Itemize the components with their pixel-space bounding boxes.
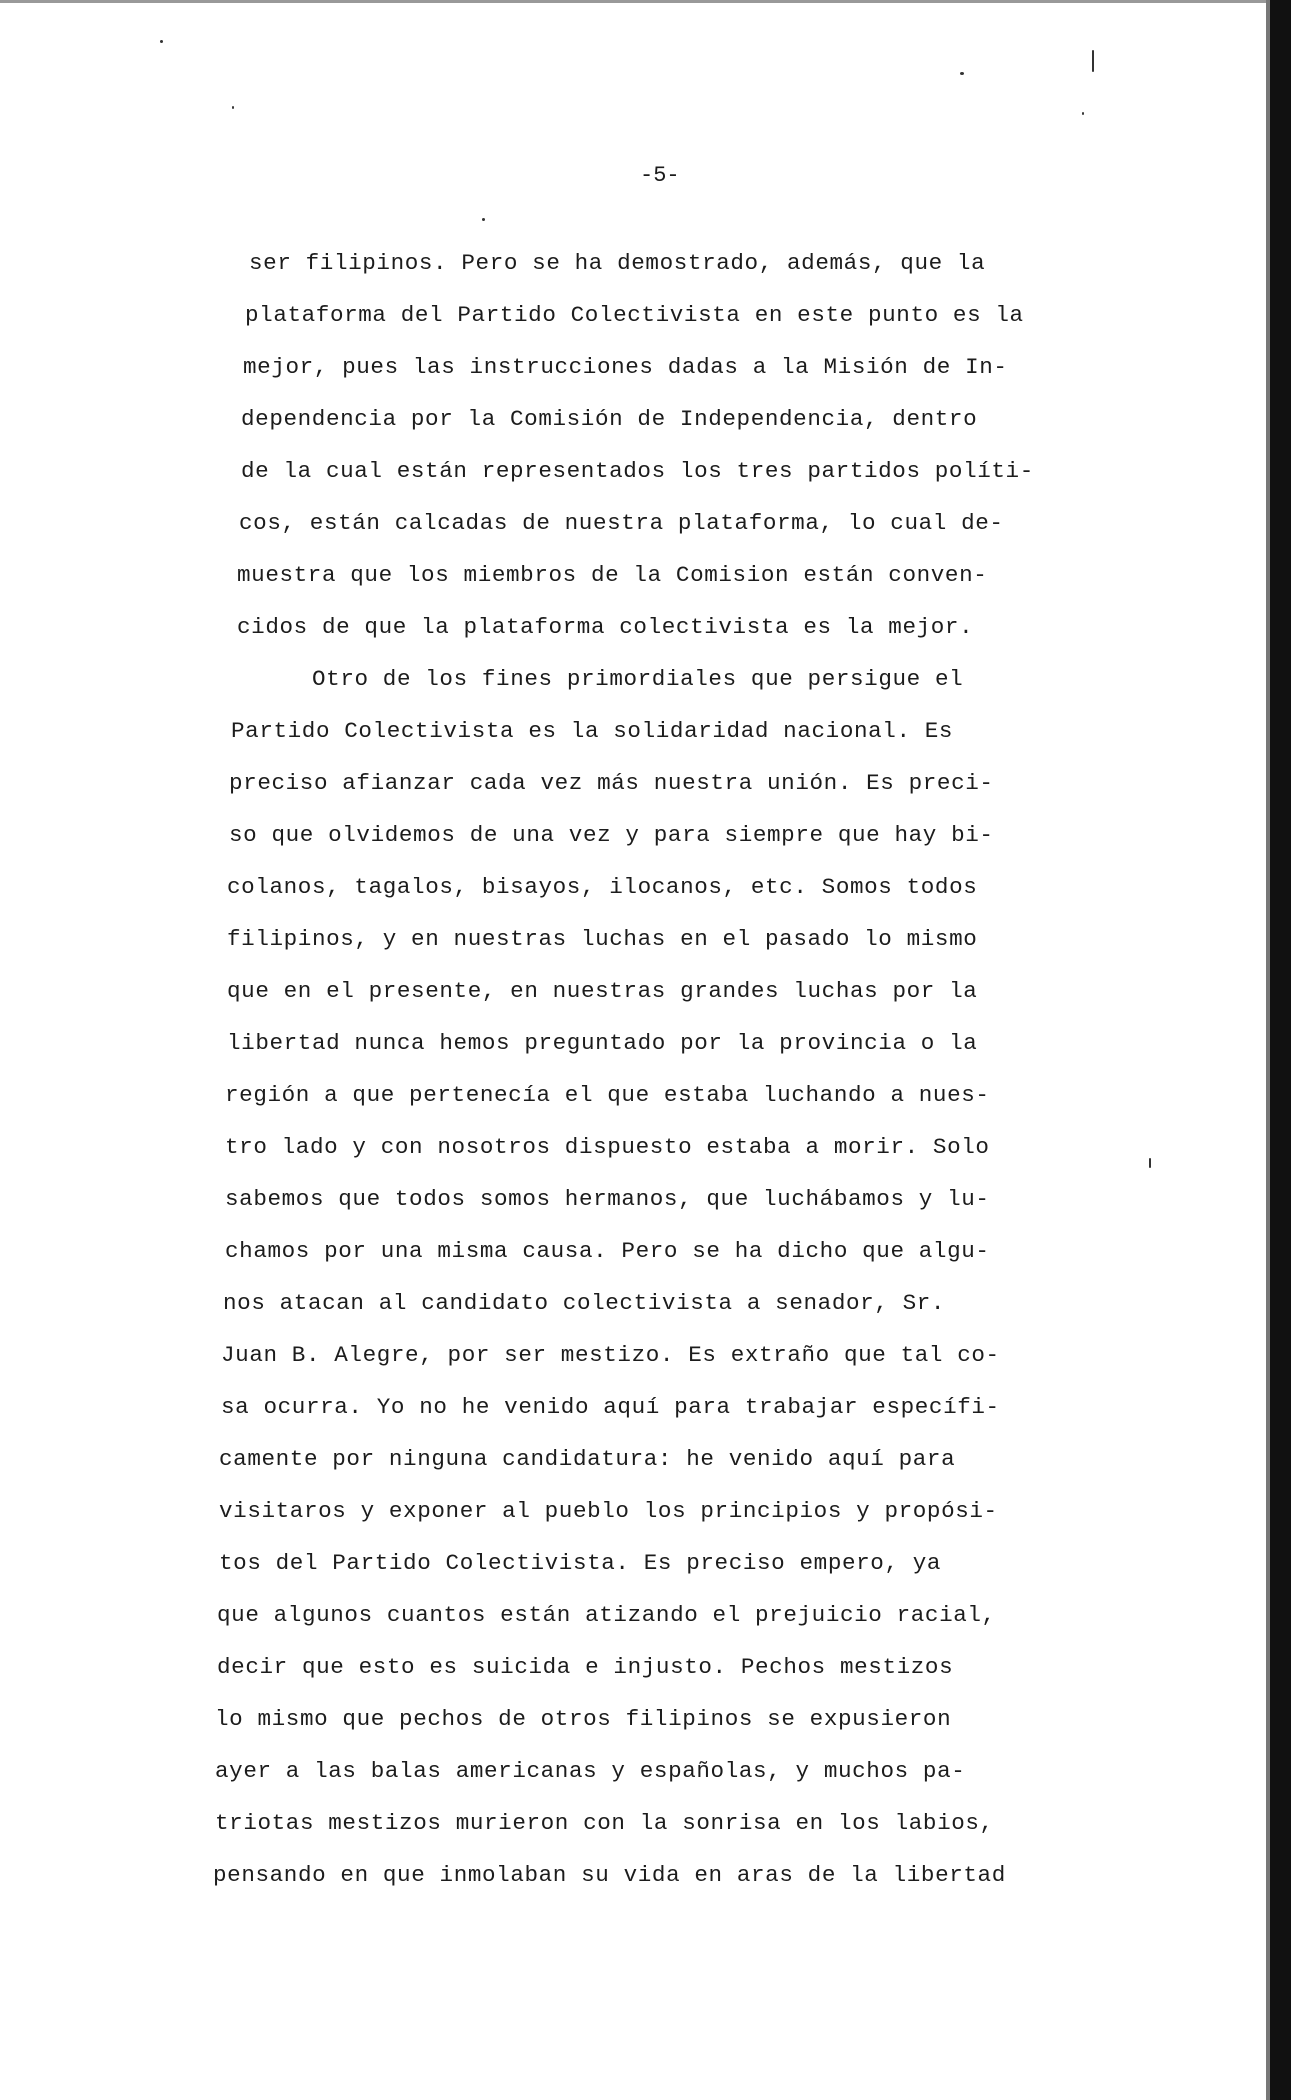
text-line: sa ocurra. Yo no he venido aquí para trabajar específi- bbox=[221, 1394, 1000, 1420]
text-line: muestra que los miembros de la Comision están conven- bbox=[237, 562, 988, 588]
text-line: sabemos que todos somos hermanos, que luchábamos y lu- bbox=[225, 1186, 990, 1212]
text-line: so que olvidemos de una vez y para siempre que hay bi- bbox=[229, 822, 994, 848]
text-line: colanos, tagalos, bisayos, ilocanos, etc. Somos todos bbox=[227, 874, 978, 900]
scan-speck bbox=[1092, 50, 1094, 72]
text-line: mejor, pues las instrucciones dadas a la Misión de In- bbox=[243, 354, 1008, 380]
text-line: cos, están calcadas de nuestra plataforma, lo cual de- bbox=[239, 510, 1004, 536]
scan-speck bbox=[960, 72, 964, 75]
text-line: plataforma del Partido Colectivista en este punto es la bbox=[245, 302, 1024, 328]
text-line: Otro de los fines primordiales que persigue el bbox=[312, 666, 964, 692]
text-line: que en el presente, en nuestras grandes luchas por la bbox=[227, 978, 978, 1004]
scan-top-edge bbox=[0, 0, 1270, 3]
text-line: dependencia por la Comisión de Independencia, dentro bbox=[241, 406, 978, 432]
scan-right-border bbox=[1270, 0, 1291, 2100]
text-line: visitaros y exponer al pueblo los principios y propósi- bbox=[219, 1498, 998, 1524]
scan-speck bbox=[1082, 112, 1084, 115]
text-line: nos atacan al candidato colectivista a senador, Sr. bbox=[223, 1290, 946, 1316]
text-line: tro lado y con nosotros dispuesto estaba a morir. Solo bbox=[225, 1134, 990, 1160]
text-line: que algunos cuantos están atizando el prejuicio racial, bbox=[217, 1602, 996, 1628]
text-line: cidos de que la plataforma colectivista es la mejor. bbox=[237, 614, 974, 640]
scan-speck bbox=[482, 218, 485, 221]
text-line: libertad nunca hemos preguntado por la provincia o la bbox=[227, 1030, 978, 1056]
text-line: filipinos, y en nuestras luchas en el pasado lo mismo bbox=[227, 926, 978, 952]
text-line: Partido Colectivista es la solidaridad nacional. Es bbox=[231, 718, 954, 744]
text-line: ser filipinos. Pero se ha demostrado, además, que la bbox=[249, 250, 986, 276]
text-line: lo mismo que pechos de otros filipinos se expusieron bbox=[215, 1706, 952, 1732]
scan-speck bbox=[232, 106, 234, 109]
text-line: decir que esto es suicida e injusto. Pechos mestizos bbox=[217, 1654, 954, 1680]
page-number: -5- bbox=[640, 163, 680, 188]
scan-speck bbox=[1149, 1158, 1151, 1168]
text-line: camente por ninguna candidatura: he venido aquí para bbox=[219, 1446, 956, 1472]
text-line: chamos por una misma causa. Pero se ha dicho que algu- bbox=[225, 1238, 990, 1264]
text-line: ayer a las balas americanas y españolas, y muchos pa- bbox=[215, 1758, 966, 1784]
scan-speck bbox=[160, 40, 163, 43]
text-line: triotas mestizos murieron con la sonrisa en los labios, bbox=[215, 1810, 994, 1836]
text-line: tos del Partido Colectivista. Es preciso empero, ya bbox=[219, 1550, 942, 1576]
text-line: Juan B. Alegre, por ser mestizo. Es extraño que tal co- bbox=[221, 1342, 1000, 1368]
text-line: pensando en que inmolaban su vida en aras de la libertad bbox=[213, 1862, 1006, 1888]
text-line: preciso afianzar cada vez más nuestra unión. Es preci- bbox=[229, 770, 994, 796]
text-line: región a que pertenecía el que estaba luchando a nues- bbox=[225, 1082, 990, 1108]
text-line: de la cual están representados los tres partidos políti- bbox=[241, 458, 1034, 484]
